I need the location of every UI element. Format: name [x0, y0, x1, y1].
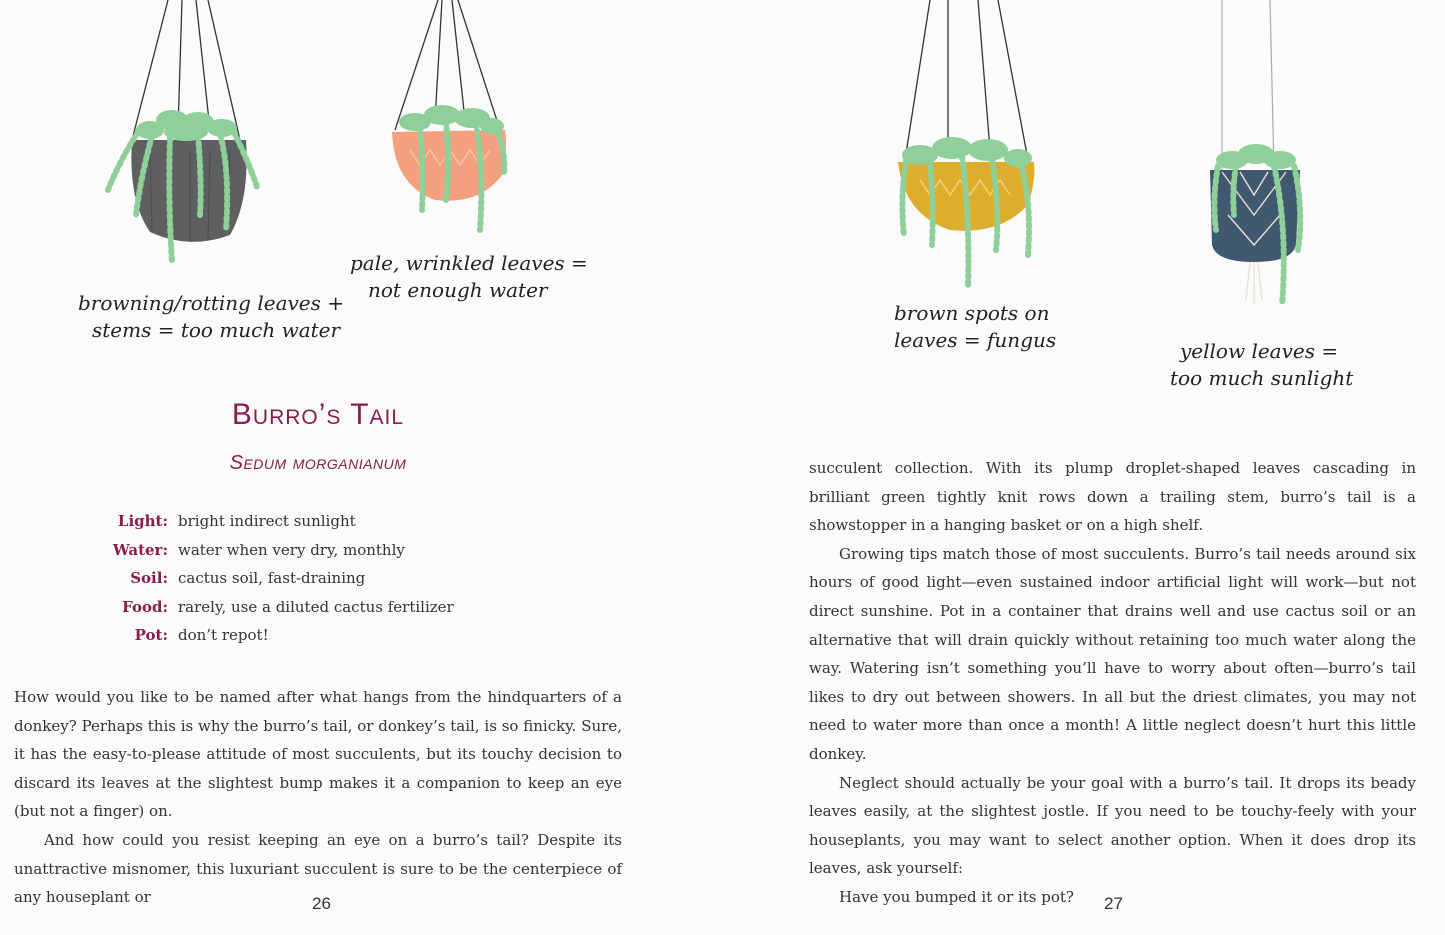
right-body-text	[809, 454, 1416, 912]
paragraph: succulent collection. With its plump droplet-shaped leaves cascading in brilliant green tightly knit rows down a trailing stem, burro’s tail is a showstopper in a hanging basket or on a high shelf.	[809, 459, 1416, 535]
paragraph: How would you like to be named after what hangs from the hindquarters of a donkey? Perhaps this is why the burro’s tail, or donkey’s tail, is so finicky. Sure, it has the easy-to-please attitude of most succulents, but its touchy decision to discard its leaves at the slightest bump makes it a companion to keep an eye (but not a finger) on.	[14, 688, 622, 821]
spec-value: rarely, use a diluted cactus fertilizer	[178, 597, 454, 616]
hanging-mustard-pot-illustration	[890, 0, 1050, 290]
caption-line: brown spots on	[894, 301, 1050, 325]
paragraph: And how could you resist keeping an eye on a burro’s tail? Despite its unattractive misnomer, this luxuriant succulent is sure to be the centerpiece of any houseplant or	[14, 830, 622, 907]
spec-value: water when very dry, monthly	[178, 540, 405, 559]
caption-too-much-water	[78, 290, 344, 344]
spec-row-light	[70, 512, 454, 541]
caption-not-enough-water	[350, 250, 588, 304]
spec-row-soil	[70, 569, 454, 598]
hanging-peach-pot-illustration	[380, 0, 520, 235]
paragraph: Neglect should actually be your goal with a burro’s tail. It drops its beady leaves easily, at the slightest jostle. If you need to be touchy-feely with your houseplants, you may want to select another option. When it does drop its leaves, ask yourself:	[809, 773, 1416, 878]
spec-label: Pot:	[134, 626, 168, 645]
spec-row-food	[70, 598, 454, 627]
caption-too-much-sunlight	[1170, 338, 1353, 392]
paragraph: Growing tips match those of most succulents. Burro’s tail needs around six hours of good light—even sustained indoor artificial light will work—but not direct sunshine. Pot in a container that drains well and use cactus soil or an alternative that will drain quickly without retaining too much water along the way. Watering isn’t something you’ll have to worry about often—burro’s tail likes to dry out between showers. In all but the driest climates, you may not need to water more than once a month! A little neglect doesn’t hurt this little donkey.	[809, 544, 1416, 763]
caption-line: leaves = fungus	[894, 328, 1057, 352]
paragraph: Have you bumped it or its pot?	[839, 887, 1074, 906]
caption-line: yellow leaves =	[1180, 339, 1339, 363]
spec-label: Light:	[117, 512, 168, 530]
caption-fungus	[894, 300, 1056, 354]
spec-label: Food:	[122, 597, 168, 616]
page-number: 27	[1104, 894, 1123, 913]
page-number: 26	[312, 894, 331, 913]
spec-row-water	[70, 541, 454, 570]
caption-line: stems = too much water	[92, 318, 341, 342]
spec-label: Soil:	[130, 569, 168, 588]
spec-label: Water:	[112, 540, 168, 559]
caption-line: too much sunlight	[1170, 366, 1354, 390]
spec-row-pot	[70, 626, 454, 655]
spec-value: don’t repot!	[178, 626, 269, 645]
right-page	[722, 0, 1445, 935]
hanging-gray-pot-illustration	[90, 0, 280, 275]
plant-title: Burro’s Tail	[231, 398, 405, 431]
caption-line: pale, wrinkled leaves =	[350, 251, 588, 275]
care-specs	[70, 512, 454, 655]
spec-value: bright indirect sunlight	[178, 512, 356, 530]
caption-line: browning/rotting leaves +	[78, 291, 345, 315]
hanging-navy-pot-illustration	[1192, 0, 1312, 320]
plant-scientific-name: Sedum morganianum	[229, 452, 407, 474]
left-body-text	[14, 683, 622, 912]
caption-line: not enough water	[368, 278, 548, 302]
left-page	[0, 0, 722, 935]
spec-value: cactus soil, fast-draining	[178, 569, 366, 588]
